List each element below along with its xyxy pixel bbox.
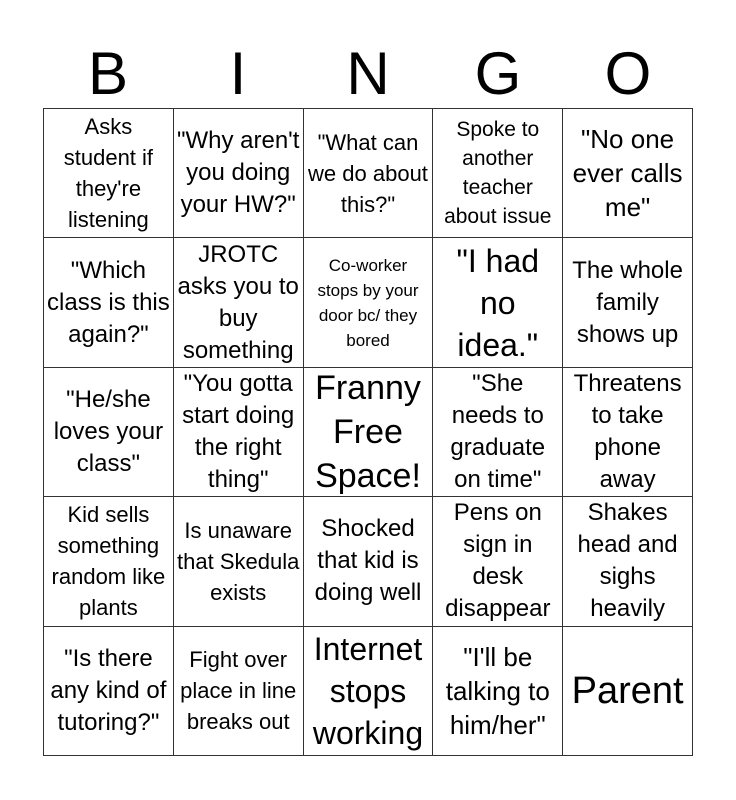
cell-text: "What can we do about this?" (308, 129, 428, 217)
cell-text: "I had no idea." (456, 242, 540, 363)
bingo-cell-r5c5[interactable] (563, 627, 693, 756)
bingo-cell-r2c1[interactable] (44, 238, 174, 367)
cell-text: Internet stops working (312, 630, 424, 751)
bingo-grid (43, 108, 693, 756)
bingo-cell-r2c4[interactable] (433, 238, 563, 367)
bingo-cell-free-space[interactable] (304, 368, 434, 497)
cell-text: "She needs to graduate on time" (450, 370, 546, 493)
bingo-cell-r5c1[interactable] (44, 627, 174, 756)
bingo-cell-r1c4[interactable] (433, 109, 563, 238)
bingo-cell-r4c4[interactable] (433, 497, 563, 626)
bingo-cell-r3c5[interactable] (563, 368, 693, 497)
cell-text: Is unaware that Skedula exists (177, 517, 300, 605)
cell-text: "He/she loves your class" (53, 385, 164, 477)
header-letter-b: B (87, 40, 129, 107)
bingo-cell-r5c2[interactable] (174, 627, 304, 756)
cell-text: "Why aren't you doing your HW?" (176, 127, 300, 219)
bingo-cell-r2c2[interactable] (174, 238, 304, 367)
header-letter-g: G (474, 40, 522, 107)
bingo-cell-r4c3[interactable] (304, 497, 434, 626)
bingo-cell-r3c2[interactable] (174, 368, 304, 497)
cell-text: Pens on sign in desk disappear (445, 499, 551, 623)
cell-text: "Which class is this again?" (47, 256, 170, 348)
header-letter-o: O (604, 40, 652, 107)
cell-text: Kid sells something random like plants (51, 502, 166, 621)
cell-text: "You gotta start doing the right thing" (182, 370, 295, 493)
cell-text: Shakes head and sighs heavily (577, 499, 678, 623)
cell-text: Fight over place in line breaks out (180, 647, 297, 735)
bingo-header (43, 40, 693, 108)
cell-text: "Is there any kind of tutoring?" (50, 644, 167, 736)
bingo-cell-r4c2[interactable] (174, 497, 304, 626)
bingo-cell-r5c4[interactable] (433, 627, 563, 756)
cell-text: Parent (571, 669, 684, 712)
header-letter-i: I (229, 40, 247, 107)
cell-text: "I'll be talking to him/her" (445, 641, 550, 740)
cell-text: The whole family shows up (572, 256, 683, 348)
bingo-cell-r2c5[interactable] (563, 238, 693, 367)
cell-text: Franny Free Space! (315, 369, 421, 495)
bingo-cell-r1c3[interactable] (304, 109, 434, 238)
cell-text: Threatens to take phone away (573, 370, 682, 493)
bingo-cell-r3c1[interactable] (44, 368, 174, 497)
cell-text: Co-worker stops by your door bc/ they bored (317, 255, 419, 350)
bingo-cell-r1c1[interactable] (44, 109, 174, 238)
cell-text: JROTC asks you to buy something (177, 240, 299, 364)
bingo-cell-r1c5[interactable] (563, 109, 693, 238)
cell-text: Shocked that kid is doing well (314, 515, 422, 607)
bingo-cell-r2c3[interactable] (304, 238, 434, 367)
header-letter-n: N (346, 40, 390, 107)
cell-text: Asks student if they're listening (63, 114, 154, 233)
bingo-cell-r4c1[interactable] (44, 497, 174, 626)
bingo-cell-r5c3[interactable] (304, 627, 434, 756)
bingo-cell-r4c5[interactable] (563, 497, 693, 626)
cell-text: "No one ever calls me" (572, 124, 683, 223)
cell-text: Spoke to another teacher about issue (444, 118, 552, 229)
bingo-cell-r1c2[interactable] (174, 109, 304, 238)
bingo-cell-r3c4[interactable] (433, 368, 563, 497)
